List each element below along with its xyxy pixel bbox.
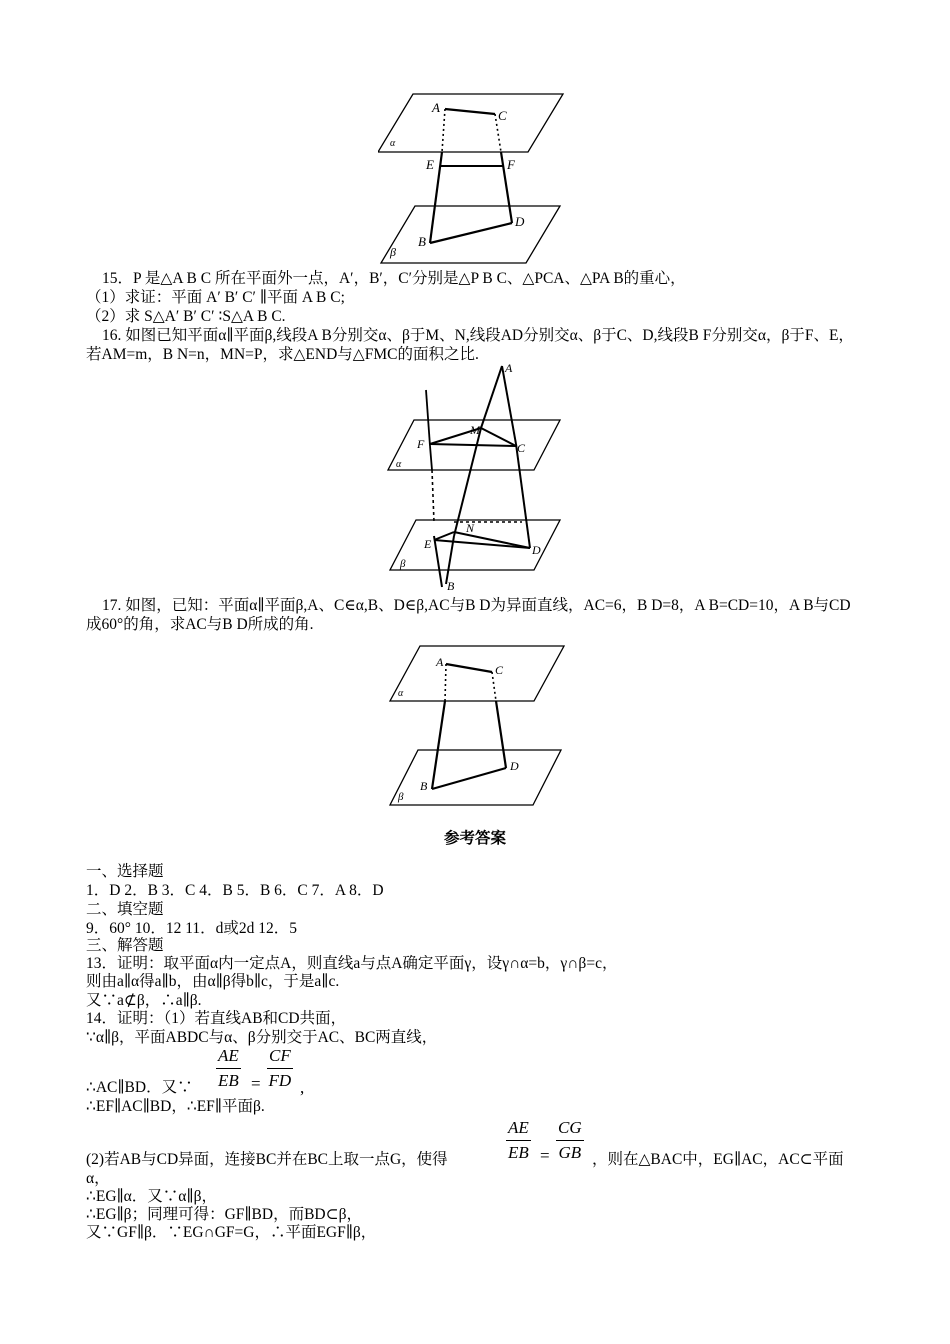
answer-14-line-7: ∴EG∥α．又∵α∥β， bbox=[86, 1188, 217, 1205]
answer-14-line-4: ∴EF∥AC∥BD，∴EF∥平面β. bbox=[86, 1098, 265, 1115]
answer-13-line-3: 又∵a⊄β，∴a∥β. bbox=[86, 992, 202, 1009]
label-beta: β bbox=[398, 791, 404, 803]
answer-14-line-8: ∴EG∥β；同理可得：GF∥BD，而BD⊂β， bbox=[86, 1206, 362, 1223]
label-F: F bbox=[417, 437, 425, 451]
plane-beta bbox=[381, 206, 560, 263]
label-F: F bbox=[507, 157, 515, 172]
fraction-numerator: CG bbox=[556, 1118, 584, 1141]
fraction-cg-gb bbox=[556, 1118, 584, 1163]
label-beta: β bbox=[400, 558, 406, 570]
fraction-numerator: AE bbox=[216, 1046, 241, 1069]
equals-sign-2: = bbox=[540, 1146, 550, 1165]
fill-answers: 9．60° 10．12 11．d或2d 12．5 bbox=[86, 920, 297, 937]
label-A: A bbox=[505, 362, 513, 375]
answer-14-line-6: α， bbox=[86, 1170, 110, 1187]
label-E: E bbox=[424, 537, 432, 551]
choice-answers: 1．D 2．B 3．C 4．B 5．B 6．C 7．A 8．D bbox=[86, 882, 384, 899]
problem-15-line-3: （2）求 S△A′ B′ C′ ∶S△A B C. bbox=[86, 308, 286, 325]
answer-14-line-1: 14．证明：（1）若直线AB和CD共面， bbox=[86, 1010, 347, 1027]
label-C: C bbox=[498, 108, 507, 123]
comma: , bbox=[300, 1078, 305, 1097]
label-D: D bbox=[510, 759, 519, 773]
section-choice: 一、选择题 bbox=[86, 863, 164, 880]
label-alpha: α bbox=[390, 138, 396, 149]
problem-16-text: 16. 如图已知平面α∥平面β,线段A B分别交α、β于M、N,线段AD分别交α、β于C、D,线段B F分别交α，β于F、E，若AM=m，B N=n，MN=P，求△END与△FMC的面积之比. bbox=[86, 327, 854, 363]
label-D: D bbox=[532, 543, 541, 557]
label-alpha: α bbox=[396, 459, 402, 470]
label-A: A bbox=[436, 655, 444, 669]
figure-1-parallel-planes bbox=[378, 88, 568, 266]
section-solve: 三、解答题 bbox=[86, 937, 164, 954]
answer-14-line-5-start: (2)若AB与CD异面，连接BC并在BC上取一点G，使得 bbox=[86, 1151, 448, 1168]
answer-13-line-1: 13．证明：取平面α内一定点A，则直线a与点A确定平面γ，设γ∩α=b，γ∩β=c， bbox=[86, 955, 618, 972]
label-M: M bbox=[470, 423, 480, 437]
answer-14-line-9: 又∵GF∥β．∵EG∩GF=G，∴平面EGF∥β， bbox=[86, 1224, 377, 1241]
fraction-ae-eb-2 bbox=[506, 1118, 531, 1163]
label-B: B bbox=[447, 579, 455, 593]
plane-alpha bbox=[378, 94, 563, 152]
label-N: N bbox=[466, 521, 475, 535]
problem-15-line-2: （1）求证：平面 A′ B′ C′ ∥平面 A B C; bbox=[86, 289, 345, 306]
label-E: E bbox=[426, 157, 434, 172]
answers-title: 参考答案 bbox=[443, 830, 506, 847]
fraction-denominator: EB bbox=[508, 1143, 529, 1162]
label-C: C bbox=[495, 663, 504, 677]
label-alpha: α bbox=[398, 688, 404, 699]
label-beta: β bbox=[390, 245, 396, 259]
label-B: B bbox=[420, 779, 428, 793]
figure-2-parallel-planes bbox=[384, 362, 564, 594]
answer-13-line-2: 则由a∥α得a∥b，由α∥β得b∥c，于是a∥c. bbox=[86, 973, 340, 990]
fraction-numerator: CF bbox=[267, 1046, 293, 1069]
problem-15-line-1: 15．P 是△A B C 所在平面外一点，A′，B′，C′分别是△P B C、△PCA、△PA B的重心， bbox=[102, 270, 686, 287]
plane-alpha bbox=[390, 646, 564, 701]
answer-14-line-3: ∴AC∥BD．又∵ bbox=[86, 1079, 193, 1096]
label-D: D bbox=[515, 214, 525, 229]
label-C: C bbox=[517, 441, 526, 455]
section-fill: 二、填空题 bbox=[86, 901, 164, 918]
answer-14-line-2: ∵α∥β，平面ABDC与α、β分别交于AC、BC两直线， bbox=[86, 1029, 438, 1046]
equals-sign: = bbox=[251, 1074, 261, 1093]
fraction-denominator: FD bbox=[268, 1071, 292, 1090]
fraction-numerator: AE bbox=[506, 1118, 531, 1141]
problem-17-text: 17. 如图，已知：平面α∥平面β,A、C∈α,B、D∈β,AC与B D为异面直线，AC=6，B D=8，A B=CD=10，A B与CD成60°的角，求AC与B D所成的角. bbox=[86, 597, 851, 633]
fraction-denominator: GB bbox=[558, 1143, 582, 1162]
label-A: A bbox=[432, 100, 440, 115]
fraction-denominator: EB bbox=[218, 1071, 239, 1090]
figure-3-parallel-planes bbox=[386, 644, 566, 810]
label-B: B bbox=[418, 234, 426, 249]
answer-14-line-5-end: ，则在△BAC中，EG∥AC，AC⊂平面 bbox=[592, 1151, 844, 1168]
